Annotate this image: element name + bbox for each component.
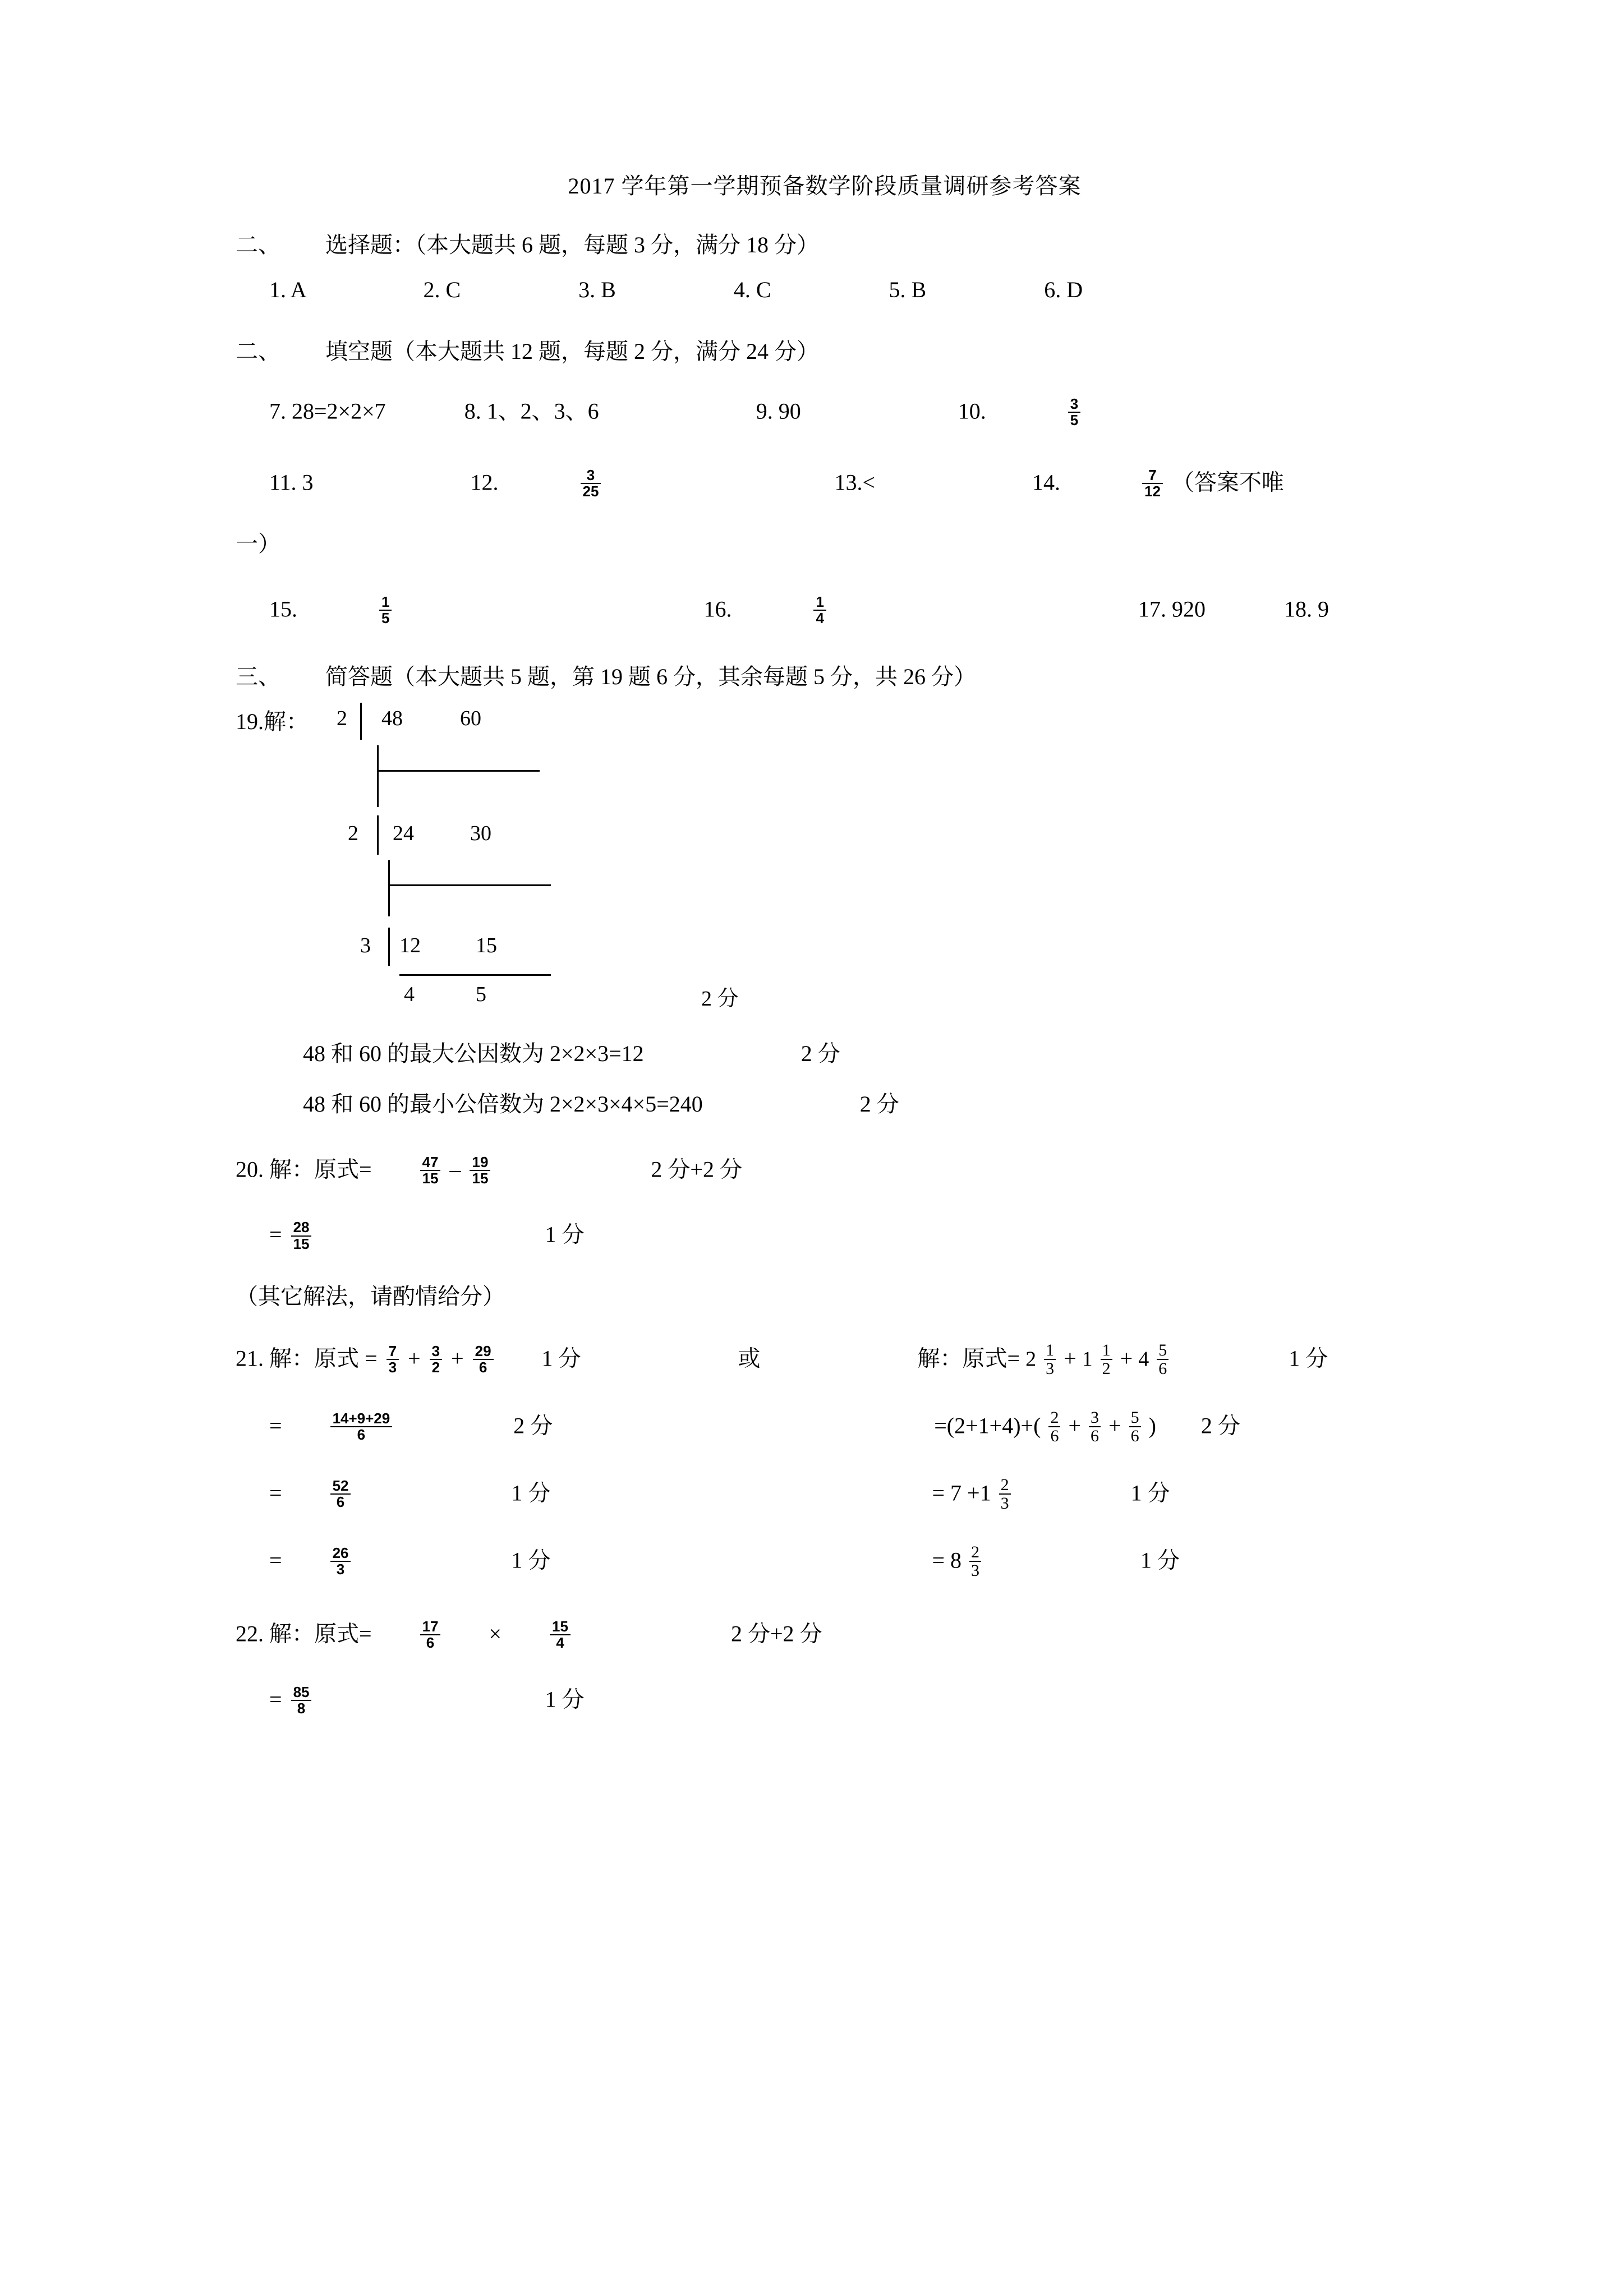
q21-right-mixed-2 [1082, 1341, 1115, 1378]
q21-right-equals-2: =(2+1+4)+( [934, 1413, 1041, 1439]
fraction-numerator: 2 [1050, 1408, 1059, 1427]
ladder-row4-b: 5 [476, 982, 486, 1006]
fill-answer-11: 11. 3 [269, 469, 314, 495]
ladder-score: 2 分 [701, 986, 739, 1011]
q21-right-equals-4: = 8 [932, 1547, 962, 1573]
q21-left-fraction-26-3 [330, 1546, 351, 1578]
ladder-vbar-2 [377, 745, 379, 807]
choice-answer-6-num: 6. [1044, 277, 1061, 302]
q22-score-2: 1 分 [545, 1686, 585, 1712]
q20-score-2: 1 分 [545, 1221, 585, 1247]
ladder-row3-divisor: 3 [360, 933, 371, 957]
fill-answer-14-fraction [1142, 468, 1163, 500]
fraction-numerator: 2 [971, 1542, 980, 1561]
fraction-numerator: 14+9+29 [332, 1409, 390, 1427]
fraction-numerator: 28 [293, 1219, 310, 1236]
fill-answer-14-label: 14. [1032, 469, 1060, 495]
fraction-numerator: 1 [816, 593, 824, 611]
fraction-denominator: 3 [969, 1561, 981, 1580]
q21-line-4 [269, 1543, 1414, 1580]
fraction-numerator: 26 [332, 1544, 349, 1561]
fill-answer-15-fraction [379, 594, 392, 626]
q20-note: （其它解法，请酌情给分） [236, 1283, 505, 1309]
q21-left-fraction-52-6 [330, 1478, 351, 1510]
section-short-answer-text: 简答题（本大题共 5 题，第 19 题 6 分，其余每题 5 分，共 26 分） [325, 663, 976, 689]
choice-answer-3-val: B [601, 277, 616, 302]
fraction-denominator: 15 [291, 1235, 312, 1252]
fraction-numerator: 2 [1000, 1475, 1009, 1494]
q21-or: 或 [738, 1345, 761, 1371]
fraction-denominator: 3 [387, 1359, 399, 1375]
fill-answer-15-label: 15. [269, 596, 297, 622]
q21-right-mixed-1 [1025, 1341, 1058, 1378]
fraction-denominator: 6 [1129, 1426, 1141, 1445]
q21-right-score-4: 1 分 [1140, 1547, 1180, 1573]
ladder-vbar-3 [377, 815, 379, 855]
q19-short-division-ladder [337, 706, 739, 1065]
q21-right-fraction-l3 [999, 1476, 1011, 1513]
fraction-denominator: 3 [999, 1493, 1011, 1513]
fraction-denominator: 2 [1101, 1359, 1112, 1378]
q21-left-score-4: 1 分 [511, 1547, 551, 1573]
q21-left-fraction-3 [473, 1344, 494, 1376]
q21-right-plus-1: + [1064, 1345, 1076, 1371]
ladder-row3-a: 12 [399, 933, 421, 957]
q22-fraction-result [291, 1685, 312, 1717]
q20-minus-operator: – [449, 1156, 461, 1182]
q21-right-l2-close: ) [1148, 1413, 1156, 1439]
ladder-row3-b: 15 [476, 933, 497, 957]
fraction-numerator: 1 [381, 593, 390, 611]
q21-right-plus-2: + [1120, 1345, 1133, 1371]
fill-answer-7: 7. 28=2×2×7 [269, 398, 386, 424]
page-title: 2017 学年第一学期预备数学阶段质量调研参考答案 [568, 173, 1082, 199]
mixed-integer: 2 [1025, 1347, 1037, 1371]
q22-label: 22. 解：原式= [236, 1621, 372, 1647]
q20-fraction-result [291, 1220, 312, 1252]
fraction-numerator: 19 [472, 1153, 489, 1170]
ladder-row2-divisor: 2 [348, 821, 358, 845]
q21-right-label: 解：原式= [917, 1345, 1020, 1371]
fraction-denominator: 6 [1157, 1359, 1168, 1378]
q20-line-2 [269, 1220, 1414, 1252]
q22-times-operator: × [489, 1621, 502, 1647]
q21-left-equals-3: = [269, 1480, 282, 1506]
ladder-vbar-1 [360, 703, 362, 740]
q19-lcm-text: 48 和 60 的最小公倍数为 2×2×3×4×5=240 [303, 1091, 703, 1117]
ladder-row2-b: 30 [470, 821, 491, 845]
fraction-denominator: 6 [1089, 1426, 1101, 1445]
choice-answer-5-num: 5. [889, 277, 906, 302]
choice-answer-1-val: A [290, 277, 306, 302]
fraction-numerator: 7 [388, 1342, 397, 1359]
fill-answer-9: 9. 90 [756, 398, 801, 424]
q22-equals: = [269, 1686, 282, 1712]
fraction-numerator: 29 [475, 1342, 491, 1359]
fill-row-1 [269, 397, 1414, 428]
q21-right-equals-3: = 7 +1 [932, 1480, 991, 1506]
fraction-numerator: 5 [1130, 1408, 1139, 1427]
q22-fraction-a [420, 1619, 441, 1651]
q21-right-fraction-1 [1048, 1409, 1060, 1445]
section-heading-short-answer [236, 663, 1414, 689]
fraction-denominator: 6 [473, 1359, 494, 1375]
fill-answer-17: 17. 920 [1138, 596, 1206, 622]
ladder-vbar-4 [388, 860, 390, 916]
q21-left-score-2: 2 分 [513, 1413, 553, 1439]
section-fill-text: 填空题（本大题共 12 题，每题 2 分，满分 24 分） [325, 339, 819, 364]
fraction-numerator: 17 [422, 1617, 439, 1635]
fill-answer-12-label: 12. [470, 469, 499, 495]
fill-row-3 [269, 594, 1414, 626]
fraction-denominator: 5 [379, 610, 392, 626]
choice-answer-2-num: 2. [423, 277, 440, 302]
section-choice-label: 二、 [236, 232, 280, 257]
q21-right-mixed-3 [1138, 1341, 1171, 1378]
fill-answer-8: 8. 1、2、3、6 [464, 398, 599, 424]
q21-left-equals-2: = [269, 1413, 282, 1439]
choice-answer-2-val: C [445, 277, 461, 302]
fraction-denominator: 4 [550, 1634, 571, 1650]
section-short-answer-label: 三、 [236, 663, 280, 689]
q21-left-plus-2: + [451, 1345, 464, 1371]
fraction-numerator: 3 [431, 1342, 440, 1359]
fraction-numerator: 52 [332, 1477, 349, 1494]
fraction-numerator: 3 [1070, 395, 1079, 412]
fill-answer-16-fraction [813, 594, 826, 626]
q19-label: 19.解： [236, 708, 309, 734]
section-fill-label: 二、 [236, 339, 280, 364]
q21-right-fraction-2 [1089, 1409, 1101, 1445]
ladder-hbar-1 [377, 770, 540, 772]
fraction-denominator: 25 [581, 483, 601, 499]
q21-right-fraction-l4 [969, 1543, 981, 1580]
fraction-denominator: 6 [420, 1634, 441, 1650]
q21-right-l2-plus-1: + [1068, 1413, 1081, 1439]
ladder-row4-a: 4 [404, 982, 415, 1006]
section-choice-text: 选择题：（本大题共 6 题，每题 3 分，满分 18 分） [325, 232, 819, 257]
fraction-denominator: 3 [330, 1561, 351, 1577]
fraction-numerator: 15 [552, 1617, 568, 1635]
fraction-denominator: 5 [1068, 412, 1080, 428]
mixed-fraction [1101, 1341, 1112, 1378]
q21-left-equals-4: = [269, 1547, 282, 1573]
q21-line-2 [269, 1409, 1414, 1445]
fraction-numerator: 5 [1158, 1340, 1167, 1359]
fraction-numerator: 1 [1046, 1340, 1055, 1359]
fill-answer-18: 18. 9 [1283, 596, 1329, 622]
q21-left-fraction-2 [430, 1344, 442, 1376]
mixed-integer: 4 [1138, 1347, 1149, 1371]
ladder-hbar-2 [388, 884, 551, 886]
fraction-numerator: 3 [1091, 1408, 1099, 1427]
q21-line-3 [269, 1476, 1414, 1513]
q21-left-plus-1: + [408, 1345, 421, 1371]
fraction-numerator: 85 [293, 1683, 310, 1700]
choice-answer-5-val: B [911, 277, 927, 302]
fraction-denominator: 12 [1142, 483, 1163, 499]
fill-row-2-continuation [236, 533, 1414, 555]
mixed-fraction [1044, 1341, 1056, 1378]
choice-answer-1-num: 1. [269, 277, 286, 302]
ladder-hbar-3 [399, 974, 551, 976]
q20-label: 20. 解：原式= [236, 1156, 372, 1182]
q22-score-1: 2 分+2 分 [730, 1621, 822, 1647]
fraction-denominator: 4 [813, 610, 826, 626]
choice-answer-4-val: C [756, 277, 771, 302]
q20-line-1 [236, 1155, 1414, 1187]
document-body [236, 168, 1414, 1739]
q19-gcd-score: 2 分 [801, 1040, 840, 1066]
q22-line-2 [269, 1685, 1414, 1717]
fill-answer-14-note: （答案不唯 [1171, 469, 1284, 495]
q21-right-score-1: 1 分 [1289, 1345, 1328, 1371]
q21-left-score-1: 1 分 [541, 1345, 581, 1371]
section-heading-choice [236, 234, 1414, 256]
q22-line-1 [236, 1619, 1414, 1651]
fill-answer-10-label: 10. [958, 398, 986, 424]
q21-left-label: 21. 解：原式 = [236, 1345, 378, 1371]
q21-right-score-3: 1 分 [1130, 1480, 1170, 1506]
choice-answer-4-num: 4. [733, 277, 751, 302]
q21-left-fraction-1 [387, 1344, 399, 1376]
fraction-denominator: 2 [430, 1359, 442, 1375]
fill-row-2 [269, 468, 1414, 500]
fraction-denominator: 15 [420, 1170, 441, 1186]
q21-right-fraction-3 [1129, 1409, 1141, 1445]
ladder-row1-a: 48 [381, 706, 403, 730]
q19-lcm-score: 2 分 [859, 1091, 899, 1117]
choice-answers-row [269, 279, 1414, 301]
fill-answer-12-fraction [581, 468, 601, 500]
q20-fraction-b [470, 1155, 490, 1187]
q21-right-l2-plus-2: + [1108, 1413, 1121, 1439]
q20-fraction-a [420, 1155, 441, 1187]
fraction-denominator: 6 [330, 1426, 393, 1442]
fraction-denominator: 8 [291, 1700, 312, 1716]
ladder-vbar-5 [388, 928, 390, 966]
q21-left-fraction-sum [330, 1411, 393, 1443]
q19-lcm-line [303, 1093, 1414, 1115]
fill-answer-13: 13.< [834, 469, 875, 495]
fill-answer-10-fraction [1068, 397, 1080, 428]
fraction-denominator: 6 [1048, 1426, 1060, 1445]
mixed-fraction [1157, 1341, 1168, 1378]
fill-answer-16-label: 16. [703, 596, 732, 622]
q20-score-1: 2 分+2 分 [651, 1156, 742, 1182]
q22-fraction-b [550, 1619, 571, 1651]
choice-answer-6-val: D [1066, 277, 1083, 302]
fraction-denominator: 3 [1044, 1359, 1056, 1378]
fraction-denominator: 6 [330, 1493, 351, 1510]
fraction-numerator: 3 [586, 466, 595, 483]
fraction-numerator: 7 [1148, 466, 1157, 483]
fraction-numerator: 47 [422, 1153, 439, 1170]
ladder-row1-divisor: 2 [337, 706, 347, 730]
q20-equals: = [269, 1221, 282, 1247]
q21-line-1 [236, 1341, 1414, 1378]
choice-answer-3-num: 3. [578, 277, 596, 302]
q21-right-score-2: 2 分 [1200, 1413, 1240, 1439]
mixed-integer: 1 [1082, 1347, 1093, 1371]
ladder-row1-b: 60 [460, 706, 481, 730]
fraction-numerator: 1 [1102, 1340, 1111, 1359]
ladder-row2-a: 24 [393, 821, 414, 845]
fill-answer-14-note-cont: 一） [236, 531, 280, 557]
section-heading-fill [236, 340, 1414, 363]
q21-left-score-3: 1 分 [511, 1480, 551, 1506]
fraction-denominator: 15 [470, 1170, 490, 1186]
q19-gcd-text: 48 和 60 的最大公因数为 2×2×3=12 [303, 1040, 644, 1066]
